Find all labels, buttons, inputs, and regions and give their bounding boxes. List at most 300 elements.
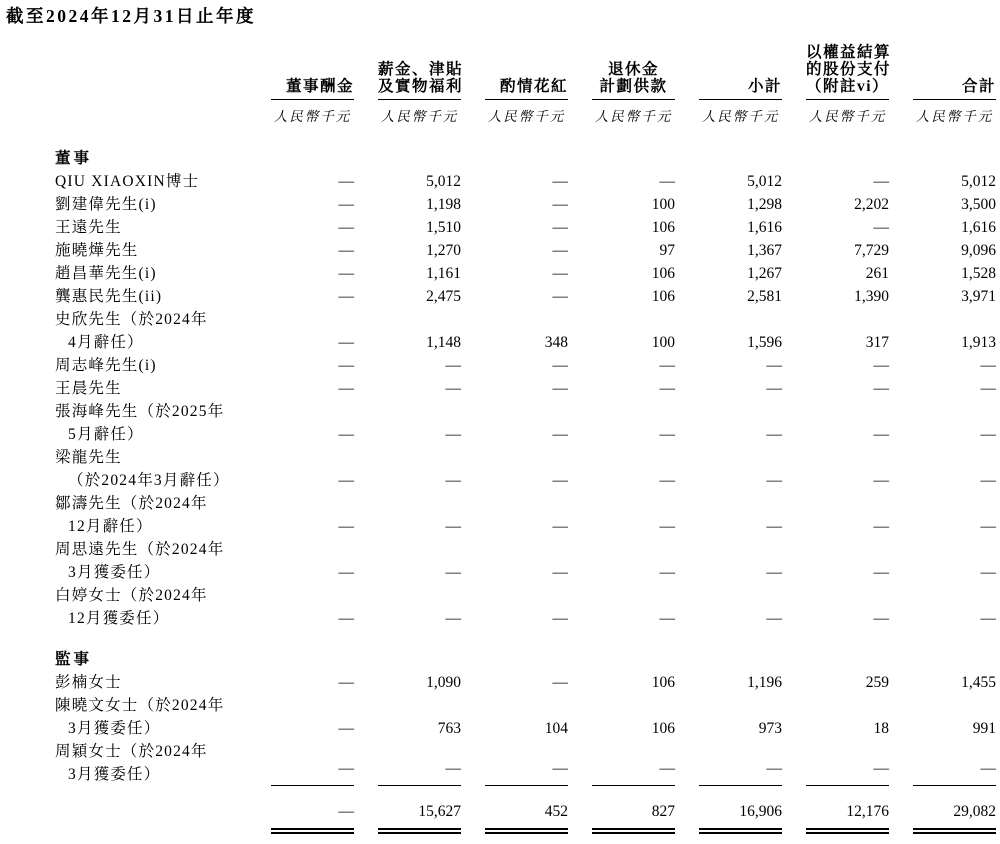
column-header-label [378, 61, 464, 100]
cell-value [889, 285, 996, 308]
cell-value [271, 262, 354, 285]
total-value [461, 786, 568, 834]
cell-value-text: — [873, 518, 889, 535]
table-row [55, 492, 996, 538]
cell-value [568, 170, 675, 193]
compensation-table-body [55, 44, 996, 834]
cell-value-text: — [338, 334, 354, 351]
row-name [55, 377, 271, 400]
total-value-text: 16,906 [739, 803, 782, 820]
spacer-row [55, 630, 996, 648]
row-name-spacer [55, 786, 271, 834]
cell-value [271, 538, 354, 584]
row-name-line: 5月辭任） [68, 426, 144, 443]
cell-value-text: — [338, 518, 354, 535]
row-name-line: 白婷女士（於2024年 [55, 587, 208, 604]
table-row [55, 262, 996, 285]
cell-value-text: — [445, 610, 461, 627]
cell-value-text: — [873, 610, 889, 627]
cell-value [675, 193, 782, 216]
table-row [55, 400, 996, 446]
cell-value-text: 259 [865, 674, 889, 691]
cell-value [675, 216, 782, 239]
table-row [55, 740, 996, 786]
cell-value [782, 308, 889, 354]
cell-value [461, 446, 568, 492]
cell-value [271, 400, 354, 446]
cell-value [675, 446, 782, 492]
row-name-line: 周穎女士（於2024年 [55, 743, 208, 760]
table-row [55, 671, 996, 694]
cell-value-text: 1,616 [747, 219, 782, 236]
cell-value-text: 106 [651, 720, 675, 737]
cell-value-text: 5,012 [747, 173, 782, 190]
row-name-line: 彭楠女士 [55, 674, 122, 691]
cell-value-text: 261 [865, 265, 889, 282]
cell-value [354, 377, 461, 400]
column-header-line: 董事酬金 [285, 78, 354, 95]
cell-value-text: — [338, 219, 354, 236]
cell-value [354, 694, 461, 740]
cell-value-text: — [659, 610, 675, 627]
double-rule [806, 828, 889, 834]
double-rule [699, 828, 782, 834]
cell-value-text: 1,270 [426, 242, 461, 259]
row-name-line: 張海峰先生（於2025年 [55, 403, 225, 420]
cell-value [782, 354, 889, 377]
table-row [55, 308, 996, 354]
unit-label: 人民幣千元 [273, 109, 352, 124]
cell-value [782, 239, 889, 262]
row-name [55, 492, 271, 538]
cell-value [354, 308, 461, 354]
cell-value [889, 584, 996, 630]
cell-value-text: — [338, 564, 354, 581]
row-name [55, 584, 271, 630]
cell-value [782, 285, 889, 308]
unit-label: 人民幣千元 [701, 109, 780, 124]
total-value-text: 827 [651, 803, 675, 820]
table-row [55, 285, 996, 308]
cell-value-text: — [873, 219, 889, 236]
cell-value [889, 239, 996, 262]
cell-value-text: — [338, 426, 354, 443]
column-header-line: 酌情花紅 [499, 78, 568, 95]
cell-value [461, 740, 568, 786]
cell-value-text: 1,198 [426, 196, 461, 213]
cell-value [782, 377, 889, 400]
cell-value [354, 216, 461, 239]
cell-value-text: 100 [651, 334, 675, 351]
cell-value-text: — [445, 518, 461, 535]
cell-value-text: — [766, 472, 782, 489]
double-rule [485, 828, 568, 834]
cell-value [568, 584, 675, 630]
cell-value-text: — [445, 472, 461, 489]
total-value [782, 786, 889, 834]
cell-value [354, 285, 461, 308]
cell-value [889, 377, 996, 400]
total-value [271, 786, 354, 834]
row-name [55, 671, 271, 694]
row-name [55, 239, 271, 262]
cell-value [568, 671, 675, 694]
row-name [55, 170, 271, 193]
double-rule [271, 828, 354, 834]
table-row [55, 694, 996, 740]
cell-value-text: 1,090 [426, 674, 461, 691]
cell-value-text: — [659, 357, 675, 374]
cell-value [675, 538, 782, 584]
unit-label: 人民幣千元 [380, 109, 459, 124]
cell-value [461, 538, 568, 584]
cell-value [461, 492, 568, 538]
cell-value-text: — [338, 610, 354, 627]
cell-value [675, 740, 782, 786]
total-value [889, 786, 996, 834]
spacer-row [55, 127, 996, 147]
cell-value [889, 262, 996, 285]
cell-value [675, 285, 782, 308]
cell-value-text: — [552, 426, 568, 443]
cell-value [568, 216, 675, 239]
cell-value-text: — [699, 757, 782, 786]
cell-value [675, 239, 782, 262]
cell-value-text: 18 [873, 720, 889, 737]
cell-value [461, 216, 568, 239]
total-value-text: 15,627 [418, 803, 461, 820]
cell-value [461, 170, 568, 193]
cell-value [271, 308, 354, 354]
cell-value-text: — [873, 472, 889, 489]
cell-value [889, 538, 996, 584]
cell-value [889, 694, 996, 740]
cell-value [568, 446, 675, 492]
cell-value-text: — [659, 518, 675, 535]
cell-value [461, 354, 568, 377]
cell-value-text: — [338, 242, 354, 259]
cell-value-text: — [552, 173, 568, 190]
cell-value-text: — [806, 757, 889, 786]
row-name-line: 王遠先生 [55, 219, 122, 236]
cell-value-text: — [659, 173, 675, 190]
cell-value [675, 377, 782, 400]
cell-value [354, 193, 461, 216]
cell-value-text: 317 [865, 334, 889, 351]
cell-value-text: 1,196 [747, 674, 782, 691]
cell-value [782, 216, 889, 239]
cell-value-text: — [913, 757, 996, 786]
column-header [568, 44, 675, 100]
table-row [55, 538, 996, 584]
cell-value-text: — [592, 757, 675, 786]
row-name [55, 216, 271, 239]
cell-value [271, 193, 354, 216]
cell-value-text: 100 [651, 196, 675, 213]
cell-value-text: — [552, 564, 568, 581]
cell-value-text: — [659, 426, 675, 443]
column-header-line: 小計 [747, 78, 782, 95]
cell-value-text: 1,148 [426, 334, 461, 351]
cell-value [782, 740, 889, 786]
unit-cell [354, 100, 461, 127]
cell-value-text: — [766, 426, 782, 443]
total-row [55, 786, 996, 834]
cell-value [271, 170, 354, 193]
cell-value [271, 446, 354, 492]
cell-value [568, 239, 675, 262]
cell-value [782, 400, 889, 446]
cell-value [889, 308, 996, 354]
cell-value-text: 763 [437, 720, 461, 737]
cell-value [271, 671, 354, 694]
cell-value-text: 5,012 [426, 173, 461, 190]
cell-value-text: 2,475 [426, 288, 461, 305]
row-name-line: 12月獲委任） [68, 610, 170, 627]
cell-value [782, 538, 889, 584]
unit-cell [568, 100, 675, 127]
cell-value [782, 694, 889, 740]
row-name [55, 694, 271, 740]
row-name-line: 周志峰先生(i) [55, 357, 157, 374]
row-name-line: 梁龍先生 [55, 449, 122, 466]
cell-value [675, 354, 782, 377]
cell-value-text: — [552, 288, 568, 305]
cell-value-text: 106 [651, 288, 675, 305]
column-header-label [806, 44, 892, 100]
unit-label: 人民幣千元 [487, 109, 566, 124]
total-value-text: 12,176 [846, 803, 889, 820]
unit-label: 人民幣千元 [808, 109, 887, 124]
cell-value-text: — [552, 242, 568, 259]
cell-value-text: 5,012 [961, 173, 996, 190]
cell-value [568, 538, 675, 584]
cell-value-text: — [766, 610, 782, 627]
column-header-line: 的股份支付 [806, 61, 892, 78]
cell-value [271, 216, 354, 239]
unit-label: 人民幣千元 [594, 109, 673, 124]
cell-value [461, 193, 568, 216]
cell-value-text: — [873, 357, 889, 374]
total-value-text: 452 [544, 803, 568, 820]
cell-value [782, 170, 889, 193]
cell-value-text: 348 [544, 334, 568, 351]
cell-value [675, 694, 782, 740]
cell-value [782, 446, 889, 492]
cell-value-text: — [980, 380, 996, 397]
cell-value-text: — [766, 564, 782, 581]
cell-value-text: 104 [544, 720, 568, 737]
column-header-label [271, 78, 354, 100]
cell-value [354, 740, 461, 786]
cell-value-text: 97 [659, 242, 675, 259]
cell-value-text: — [552, 674, 568, 691]
spacer-cell [55, 127, 996, 147]
cell-value [568, 740, 675, 786]
cell-value [354, 239, 461, 262]
row-name-line: 周思遠先生（於2024年 [55, 541, 225, 558]
cell-value-text: 106 [651, 674, 675, 691]
cell-value [461, 262, 568, 285]
cell-value-text: 9,096 [961, 242, 996, 259]
column-header-label [485, 78, 568, 100]
cell-value-text: — [659, 380, 675, 397]
row-name-spacer [55, 44, 271, 100]
cell-value-text: 973 [758, 720, 782, 737]
cell-value-text: 1,528 [961, 265, 996, 282]
cell-value-text: — [552, 219, 568, 236]
cell-value [271, 694, 354, 740]
cell-value-text: — [552, 265, 568, 282]
unit-cell [461, 100, 568, 127]
cell-value-text: 1,267 [747, 265, 782, 282]
cell-value-text: — [338, 265, 354, 282]
cell-value [568, 262, 675, 285]
cell-value-text: — [338, 288, 354, 305]
cell-value-text: — [659, 564, 675, 581]
column-header-label [699, 78, 782, 100]
cell-value [889, 671, 996, 694]
cell-value-text: — [552, 518, 568, 535]
spacer-cell [55, 630, 996, 648]
cell-value [354, 170, 461, 193]
cell-value-text: — [445, 380, 461, 397]
row-name-line: 鄒濤先生（於2024年 [55, 495, 208, 512]
cell-value-text: — [338, 380, 354, 397]
cell-value [782, 492, 889, 538]
cell-value [461, 239, 568, 262]
row-name-line: 王晨先生 [55, 380, 122, 397]
cell-value [675, 308, 782, 354]
cell-value [675, 262, 782, 285]
unit-cell [782, 100, 889, 127]
cell-value [568, 354, 675, 377]
cell-value-text: — [445, 426, 461, 443]
cell-value-text: — [338, 472, 354, 489]
section-header-row [55, 648, 996, 671]
column-header [461, 44, 568, 100]
column-header-label [913, 78, 996, 100]
cell-value [782, 671, 889, 694]
column-header [782, 44, 892, 100]
cell-value-text: 106 [651, 265, 675, 282]
cell-value-text: 1,161 [426, 265, 461, 282]
cell-value [782, 584, 889, 630]
cell-value-text: — [552, 610, 568, 627]
cell-value-text: — [338, 674, 354, 691]
cell-value [782, 193, 889, 216]
column-header-line: 薪金、津貼 [378, 61, 464, 78]
cell-value-text: 1,913 [961, 334, 996, 351]
unit-label: 人民幣千元 [915, 109, 994, 124]
cell-value [461, 308, 568, 354]
cell-value [568, 694, 675, 740]
cell-value-text: 106 [651, 219, 675, 236]
cell-value-text: — [659, 472, 675, 489]
cell-value [782, 262, 889, 285]
cell-value [354, 584, 461, 630]
unit-cell [889, 100, 996, 127]
cell-value-text: — [873, 380, 889, 397]
row-name-line: 3月獲委任） [68, 720, 161, 737]
row-name [55, 400, 271, 446]
column-header-line: 及實物福利 [378, 78, 464, 95]
row-name [55, 285, 271, 308]
table-row [55, 193, 996, 216]
cell-value-text: 1,367 [747, 242, 782, 259]
cell-value [675, 492, 782, 538]
cell-value [889, 740, 996, 786]
table-row [55, 584, 996, 630]
row-name [55, 538, 271, 584]
cell-value-text: — [445, 564, 461, 581]
row-name [55, 354, 271, 377]
cell-value-text: — [766, 518, 782, 535]
table-row [55, 354, 996, 377]
table-row [55, 170, 996, 193]
cell-value [889, 354, 996, 377]
cell-value [461, 694, 568, 740]
row-name-line: 劉建偉先生(i) [55, 196, 157, 213]
row-name-line: 4月辭任） [68, 334, 144, 351]
cell-value-text: — [980, 610, 996, 627]
cell-value-text: 1,298 [747, 196, 782, 213]
double-rule [913, 828, 996, 834]
cell-value [271, 354, 354, 377]
total-value [568, 786, 675, 834]
table-header-row [55, 44, 996, 100]
double-rule [378, 828, 461, 834]
row-name [55, 262, 271, 285]
cell-value [675, 671, 782, 694]
cell-value-text: — [980, 472, 996, 489]
cell-value-text: — [271, 757, 354, 786]
column-header-line: 以權益結算 [806, 44, 892, 61]
row-name-line: 史欣先生（於2024年 [55, 311, 208, 328]
cell-value-text: — [552, 472, 568, 489]
cell-value [461, 377, 568, 400]
cell-value [354, 446, 461, 492]
cell-value-text: — [338, 196, 354, 213]
column-header-line: 合計 [961, 78, 996, 95]
cell-value [568, 377, 675, 400]
column-header [889, 44, 996, 100]
column-header-line: 計劃供款 [599, 78, 668, 95]
row-name [55, 446, 271, 492]
cell-value [889, 193, 996, 216]
unit-cell [675, 100, 782, 127]
cell-value-text: 1,455 [961, 674, 996, 691]
cell-value-text: — [445, 357, 461, 374]
cell-value-text: — [338, 720, 354, 737]
cell-value-text: — [873, 426, 889, 443]
column-header-line: 退休金 [607, 61, 659, 78]
total-value-text: — [338, 803, 354, 820]
cell-value-text: 2,202 [854, 196, 889, 213]
cell-value [271, 492, 354, 538]
cell-value [568, 400, 675, 446]
cell-value-text: — [873, 564, 889, 581]
cell-value-text: — [980, 518, 996, 535]
row-name-line: 3月獲委任） [68, 564, 161, 581]
section-label: 監事 [55, 651, 93, 668]
cell-value-text: — [766, 380, 782, 397]
unit-row [55, 100, 996, 127]
table-row [55, 216, 996, 239]
cell-value-text: — [980, 426, 996, 443]
row-name-line: 12月辭任） [68, 518, 153, 535]
cell-value-text: — [338, 357, 354, 374]
